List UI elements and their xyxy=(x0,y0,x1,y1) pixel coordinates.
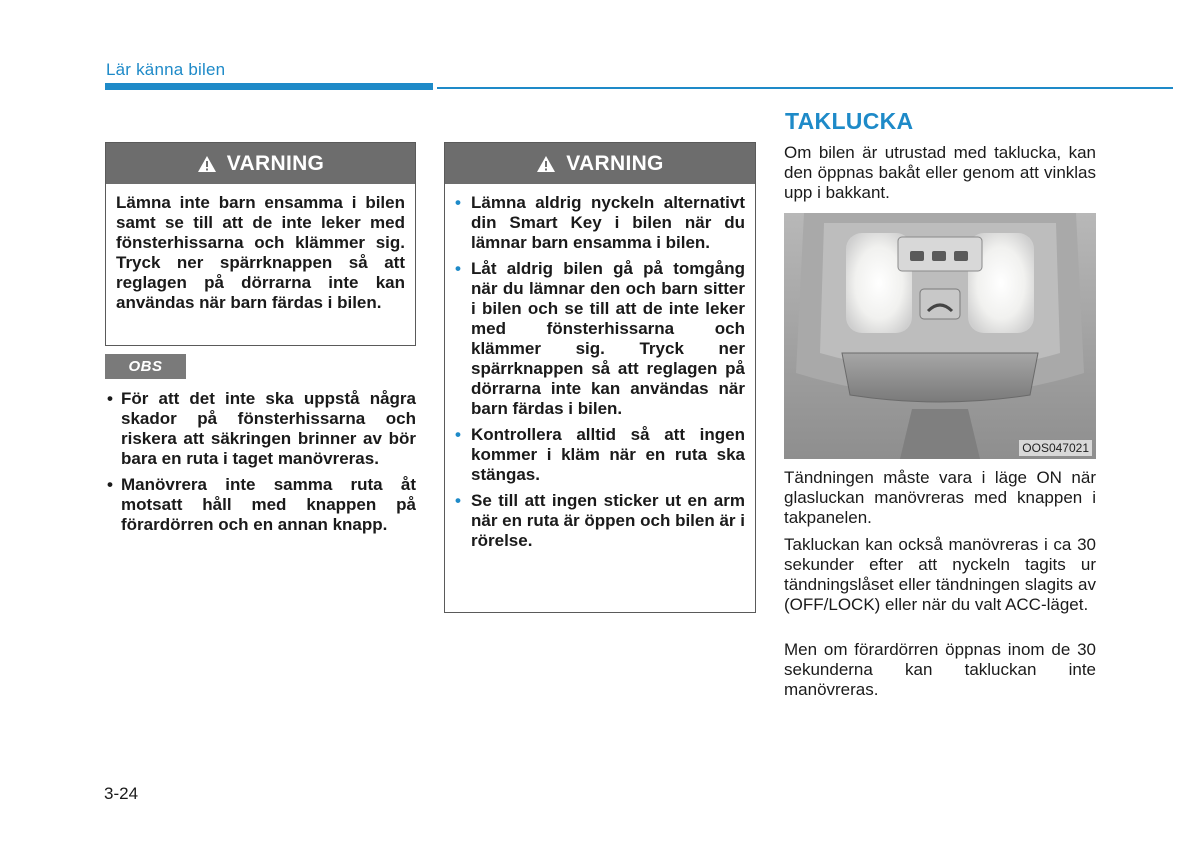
warning-header xyxy=(445,143,755,184)
page-number: 3-24 xyxy=(104,784,139,803)
sunroof-control-photo xyxy=(784,213,1096,459)
header-bar-thin xyxy=(437,87,1173,89)
warning-list xyxy=(455,193,745,551)
list-item: • Låt aldrig bilen gå på tomgång när du lämnar den och barn sitter i bilen och se till att de inte leker med fönsterhissarna och klämmer sig. Tryck ner spärrknappen så att reglagen på dörrarna inte kan användas när barn färdas i bilen. xyxy=(455,259,745,419)
section-header: Lär känna bilen xyxy=(106,60,226,79)
obs-tag: OBS xyxy=(105,354,186,379)
warning-title: VARNING xyxy=(226,151,325,175)
warning-triangle-icon xyxy=(197,155,217,173)
paragraph: Men om förardörren öppnas inom de 30 sekunderna kan takluckan inte manövreras. xyxy=(784,640,1096,699)
warning-box-left xyxy=(105,142,416,346)
list-item: • Lämna aldrig nyckeln alternativt din Smart Key i bilen när du lämnar barn ensamma i bilen. xyxy=(455,193,745,253)
header-bar-thick xyxy=(105,83,433,90)
warning-triangle-icon xyxy=(536,155,556,173)
list-item: • Se till att ingen sticker ut en arm när en ruta är öppen och bilen är i rörelse. xyxy=(455,491,745,551)
warning-box-middle xyxy=(444,142,756,613)
warning-header xyxy=(106,143,415,184)
image-code: OOS047021 xyxy=(1019,440,1092,456)
warning-title: VARNING xyxy=(566,151,664,175)
list-item: • För att det inte ska uppstå några skador på fönsterhissarna och riskera att säkringen brinner av bör bara en ruta i taget manövreras. xyxy=(105,389,416,469)
warning-text: Lämna inte barn ensamma i bilen samt se till att de inte leker med fönsterhissarna och klämmer sig. Tryck ner spärrknappen så att reglagen på dörrarna inte kan användas när barn färdas i bilen. xyxy=(116,193,405,312)
paragraph: Om bilen är utrustad med taklucka, kan den öppnas bakåt eller genom att vinklas upp i bakkant. xyxy=(784,143,1096,202)
warning-body xyxy=(445,184,755,565)
list-item: • Manövrera inte samma ruta åt motsatt håll med knappen på förardörren och en annan knapp. xyxy=(105,475,416,535)
paragraph: Takluckan kan också manövreras i ca 30 sekunder efter att nyckeln tagits ur tändningslåset eller tändningen slagits av (OFF/LOCK) eller när du valt ACC-läget. xyxy=(784,535,1096,614)
list-item: • Kontrollera alltid så att ingen kommer i kläm när en ruta ska stängas. xyxy=(455,425,745,485)
overhead-console-illustration xyxy=(784,213,1096,459)
paragraph: Tändningen måste vara i läge ON när glasluckan manövreras med knappen i takpanelen. xyxy=(784,468,1096,527)
obs-list xyxy=(105,389,416,541)
section-title: TAKLUCKA xyxy=(785,108,914,134)
